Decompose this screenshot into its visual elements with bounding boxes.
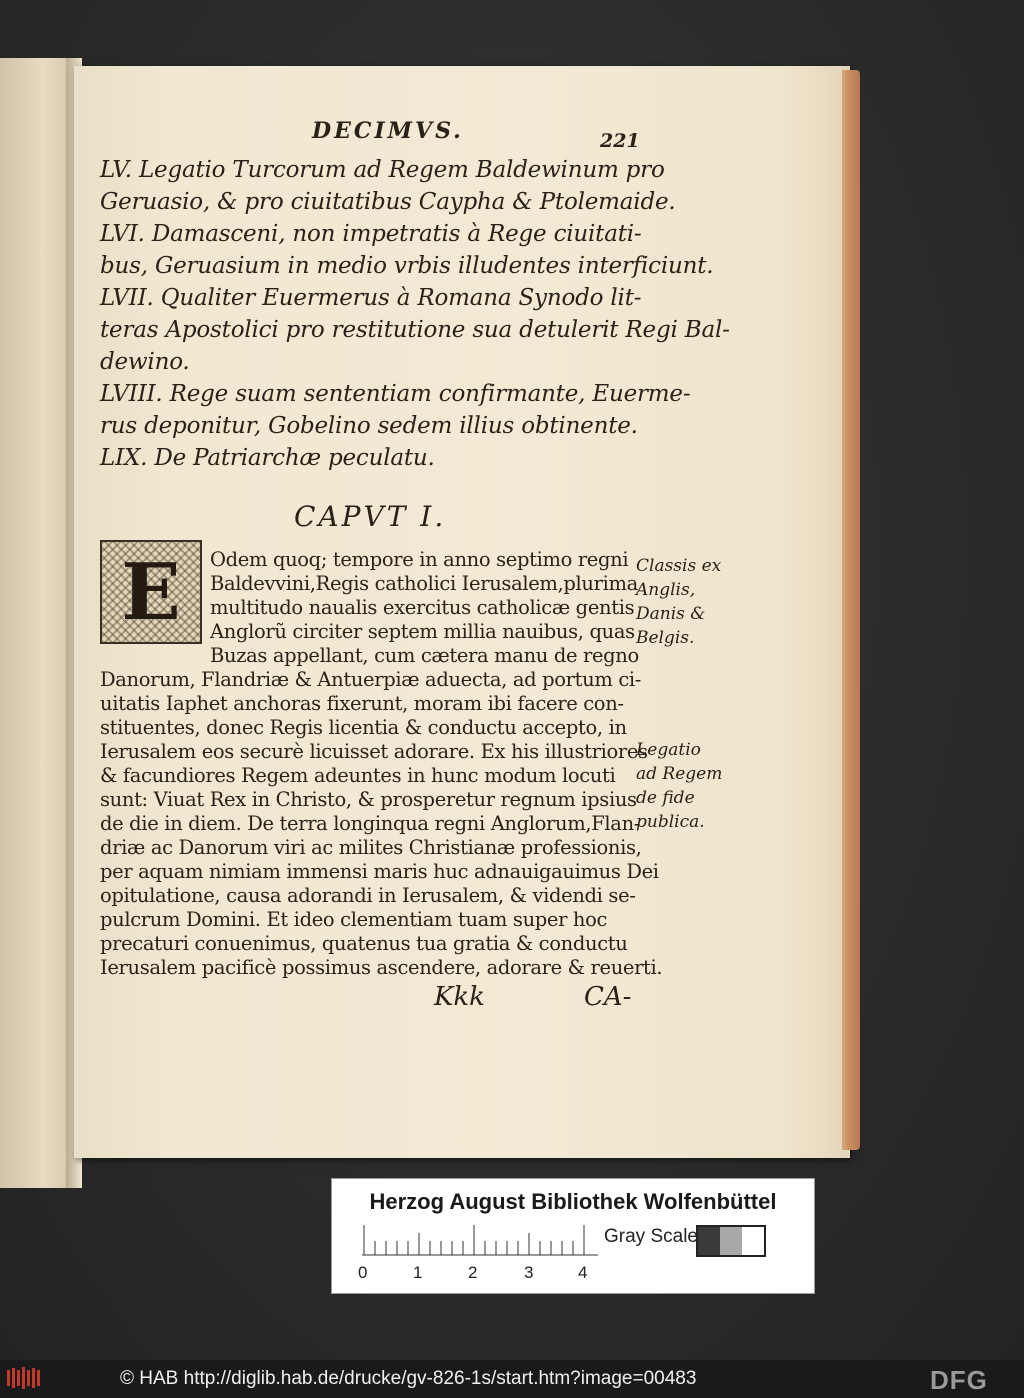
footer-bar <box>0 1360 1024 1398</box>
body-line: precaturi conuenimus, quatenus tua gratia & conductu <box>100 932 628 955</box>
toc-line: teras Apostolici pro restitutione sua detulerit Regi Bal- <box>100 317 730 343</box>
body-line: per aquam nimiam immensi maris huc adnauigauimus Dei <box>100 860 659 883</box>
copyright-link[interactable]: © HAB http://diglib.hab.de/drucke/gv-826-1s/start.htm?image=00483 <box>120 1368 697 1389</box>
body-line: uitatis Iaphet anchoras fixerunt, moram ibi facere con- <box>100 692 624 715</box>
margin-note-line: de fide <box>636 788 695 808</box>
catchword: CA- <box>584 982 632 1012</box>
hab-logo-icon <box>6 1366 44 1390</box>
page-edge <box>842 70 860 1150</box>
toc-line: rus deponitur, Gobelino sedem illius obtinente. <box>100 413 638 439</box>
toc-line: dewino. <box>100 349 190 375</box>
body-line: de die in diem. De terra longinqua regni Anglorum,Flan- <box>100 812 641 835</box>
ruler <box>362 1225 598 1257</box>
body-line: Baldevvini,Regis catholici Ierusalem,plurima <box>210 572 638 595</box>
body-line: multitudo naualis exercitus catholicæ gentis <box>210 596 635 619</box>
toc-line: Geruasio, & pro ciuitatibus Caypha & Ptolemaide. <box>100 189 676 215</box>
gray-scale-swatch <box>696 1225 766 1257</box>
margin-note-line: ad Regem <box>636 764 723 784</box>
running-head: DECIMVS. <box>312 118 464 144</box>
body-line: Ierusalem pacificè possimus ascendere, adorare & reuerti. <box>100 956 663 979</box>
page-number: 221 <box>600 130 640 152</box>
toc-line: LV. Legatio Turcorum ad Regem Baldewinum pro <box>100 157 665 183</box>
chapter-heading: CAPVT I. <box>294 500 447 533</box>
margin-note-line: publica. <box>636 812 705 832</box>
margin-note-line: Anglis, <box>636 580 696 600</box>
body-line: Ierusalem eos securè licuisset adorare. Ex his illustriores <box>100 740 648 763</box>
ruler-number: 0 <box>358 1263 368 1282</box>
gray-scale-label: Gray Scale <box>604 1226 698 1247</box>
body-line: Danorum, Flandriæ & Antuerpiæ aduecta, ad portum ci- <box>100 668 642 691</box>
body-line: sunt: Viuat Rex in Christo, & prosperetur regnum ipsius <box>100 788 637 811</box>
body-line: Buzas appellant, cum cætera manu de regno <box>210 644 639 667</box>
margin-note-line: Danis & <box>636 604 706 624</box>
dfg-logo: DFG <box>930 1365 988 1395</box>
decorated-initial <box>100 540 202 644</box>
ruler-number: 4 <box>578 1263 588 1282</box>
signature-mark: Kkk <box>434 982 485 1012</box>
body-line: stituentes, donec Regis licentia & conductu accepto, in <box>100 716 627 739</box>
body-line: pulcrum Domini. Et ideo clementiam tuam super hoc <box>100 908 608 931</box>
toc-line: LVIII. Rege suam sententiam confirmante, Euerme- <box>100 381 691 407</box>
library-name: Herzog August Bibliothek Wolfenbüttel <box>369 1189 777 1214</box>
ruler-number: 2 <box>468 1263 478 1282</box>
toc-line: LIX. De Patriarchæ peculatu. <box>100 445 435 471</box>
library-scale-card <box>331 1178 815 1294</box>
body-line: driæ ac Danorum viri ac milites Christianæ professionis, <box>100 836 642 859</box>
body-line: Anglorũ circiter septem millia nauibus, quas <box>210 620 635 643</box>
body-line: Odem quoq; tempore in anno septimo regni <box>210 548 629 571</box>
ruler-number: 3 <box>524 1263 534 1282</box>
toc-line: LVI. Damasceni, non impetratis à Rege ciuitati- <box>100 221 642 247</box>
margin-note-line: Legatio <box>636 740 701 760</box>
ruler-number: 1 <box>413 1263 423 1282</box>
toc-line: bus, Geruasium in medio vrbis illudentes interficiunt. <box>100 253 714 279</box>
initial-letter: E <box>121 546 181 638</box>
margin-note-line: Classis ex <box>636 556 722 576</box>
body-line: opitulatione, causa adorandi in Ierusalem, & videndi se- <box>100 884 636 907</box>
body-line: & facundiores Regem adeuntes in hunc modum locuti <box>100 764 616 787</box>
toc-line: LVII. Qualiter Euermerus à Romana Synodo lit- <box>100 285 642 311</box>
margin-note-line: Belgis. <box>636 628 695 648</box>
